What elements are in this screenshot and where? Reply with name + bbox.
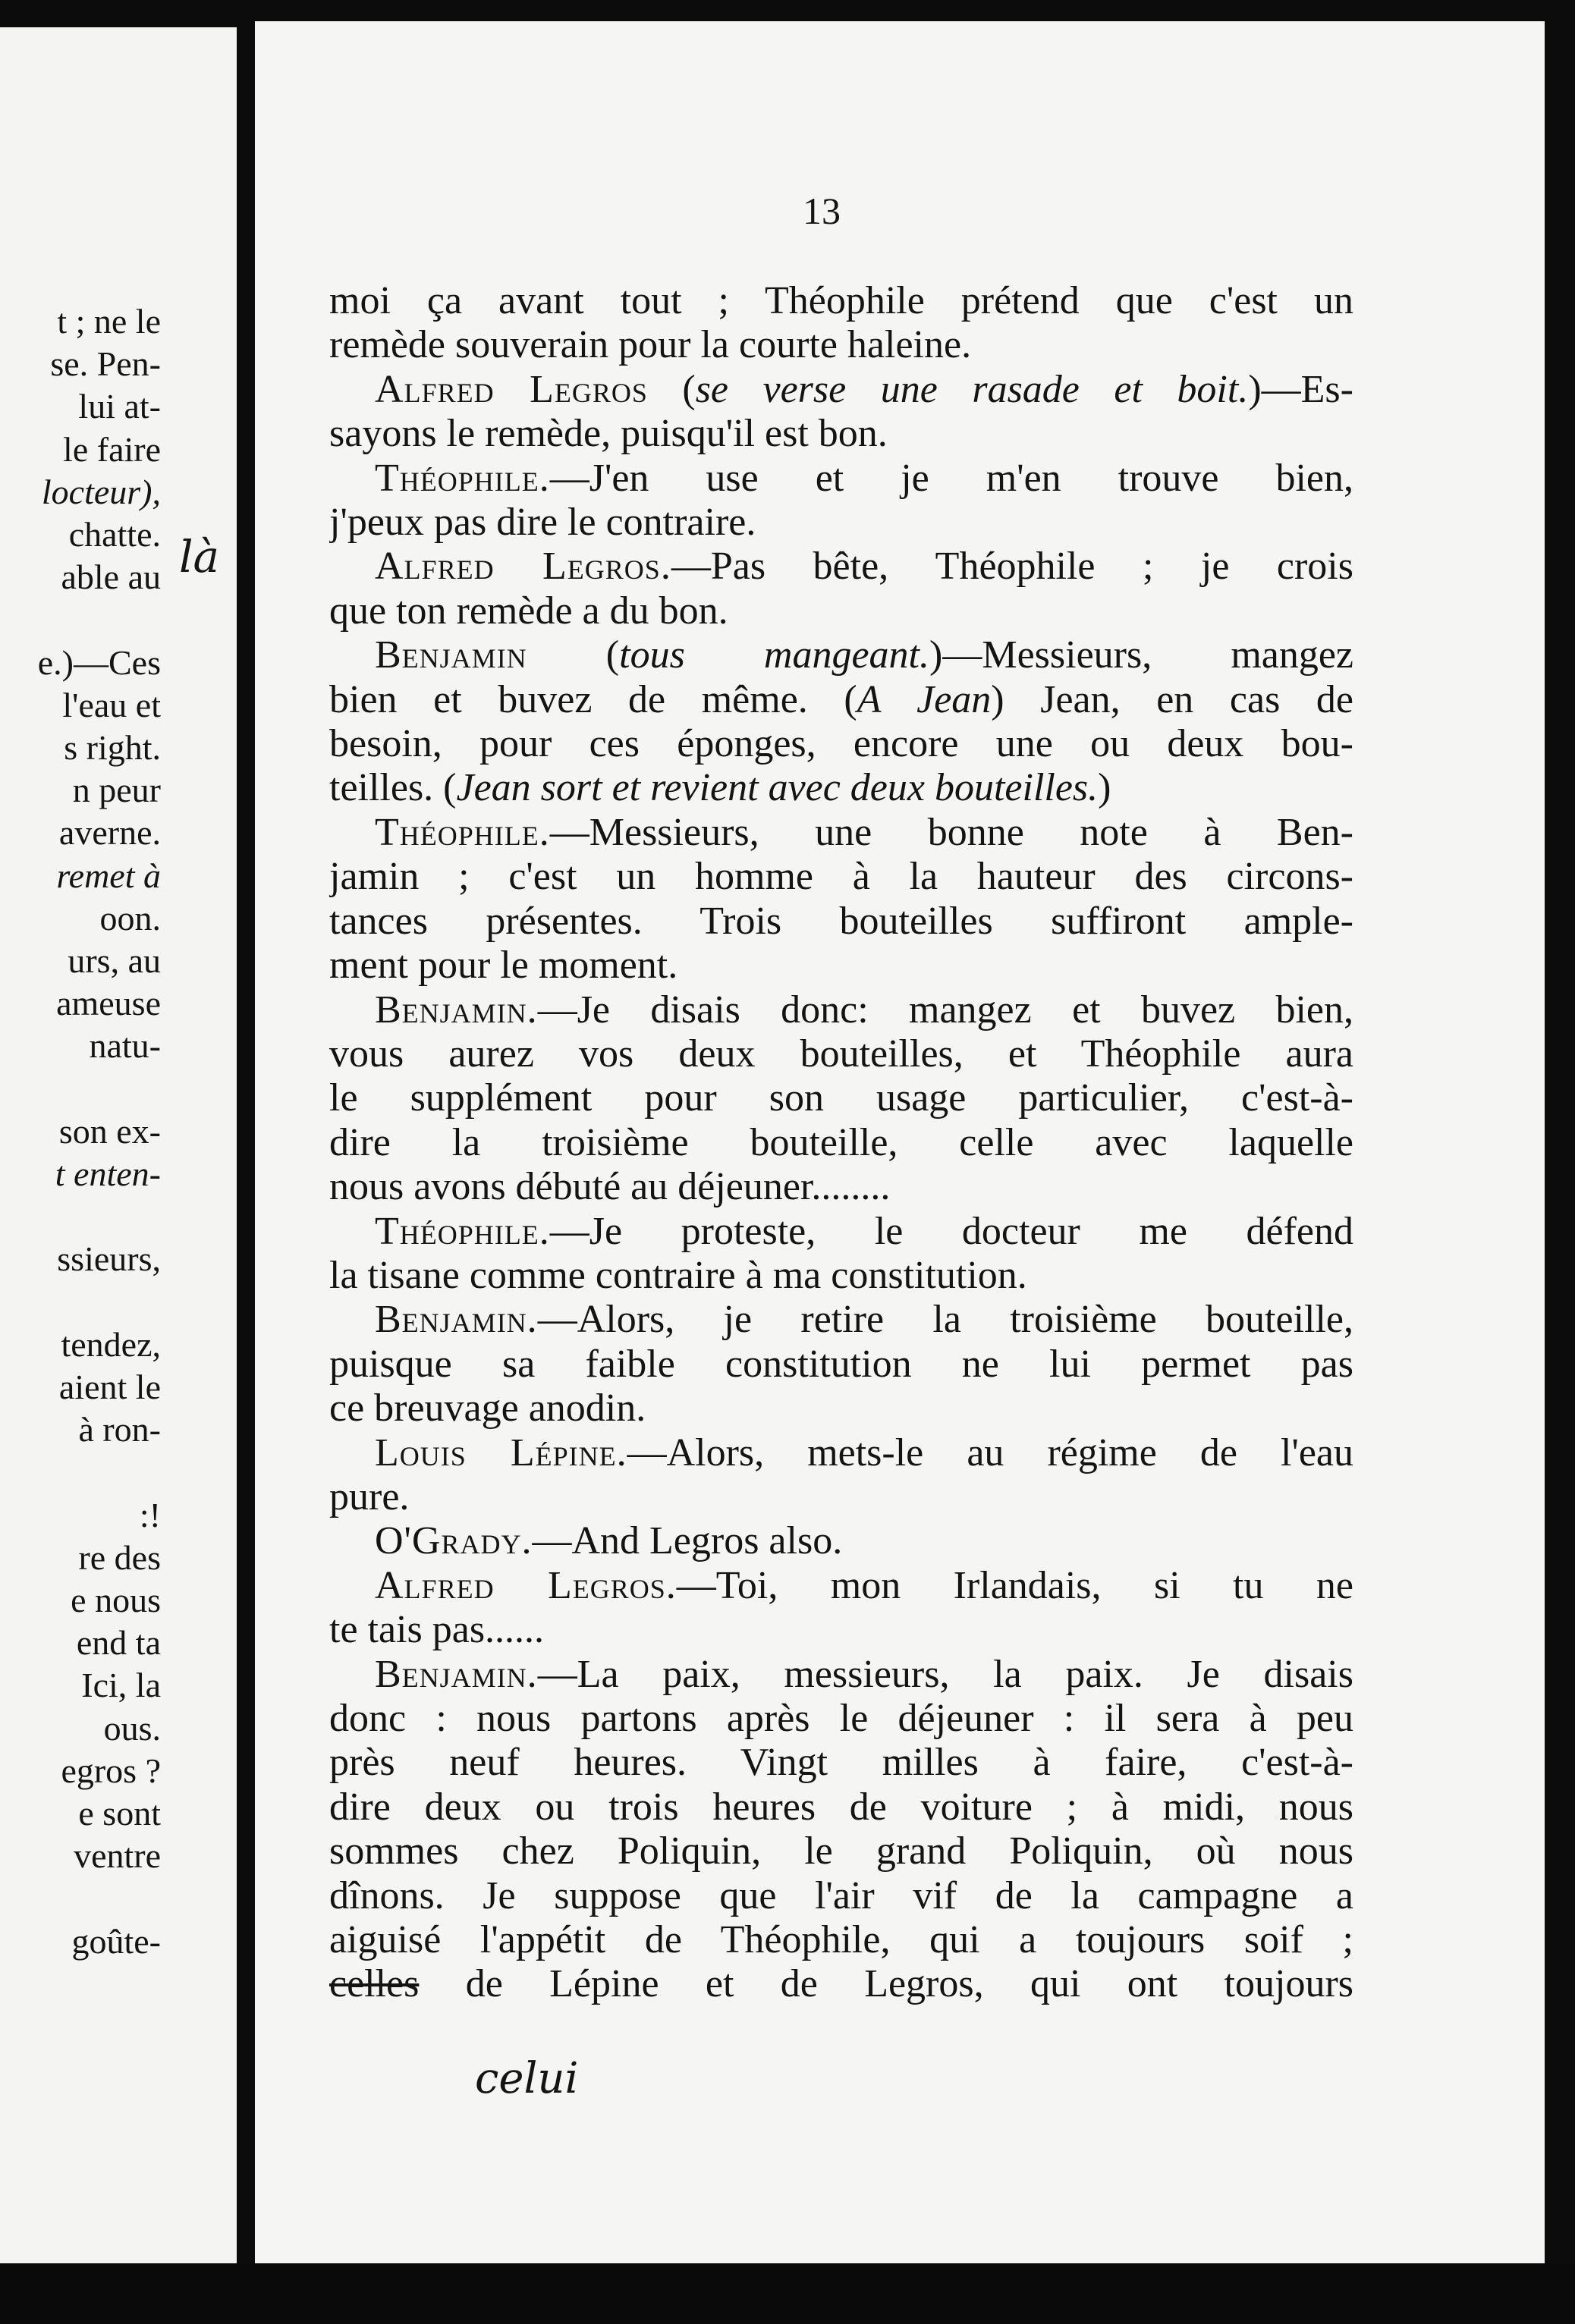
text-segment: moi ça avant tout ; Théophile prétend que c'est un	[329, 279, 1353, 322]
text-line	[329, 1829, 1353, 1873]
text-line	[329, 501, 1353, 545]
text-line	[329, 900, 1353, 944]
text-line	[329, 1032, 1353, 1076]
text-line	[329, 1343, 1353, 1387]
speaker-name: Alfred Legros.	[375, 1563, 677, 1607]
previous-page-line: natu-	[89, 1026, 161, 1066]
previous-page-line: remet à	[56, 856, 161, 895]
previous-page-line: e sont	[78, 1794, 161, 1833]
previous-page-line: t enten-	[55, 1154, 161, 1193]
speaker-name: Benjamin	[375, 633, 527, 677]
handwritten-correction: celui	[475, 2054, 579, 2103]
previous-page-line: oon.	[99, 898, 161, 937]
text-line	[329, 1254, 1353, 1298]
scan-bottom-edge	[0, 2263, 1575, 2324]
text-line	[329, 1121, 1353, 1165]
text-segment: le supplément pour son usage particulier, c'est-à-	[329, 1076, 1353, 1120]
previous-page-line: Ici, la	[81, 1666, 161, 1705]
text-line	[329, 1874, 1353, 1918]
text-line	[329, 1608, 1353, 1652]
previous-page-line: end ta	[76, 1623, 161, 1663]
stage-direction: se verse une rasade et boit.	[695, 367, 1249, 411]
speaker-name: Benjamin.	[375, 1298, 538, 1342]
text-segment: —La paix, messieurs, la paix. Je disais	[537, 1652, 1353, 1696]
text-line	[329, 1076, 1353, 1120]
text-segment: —Pas bête, Théophile ; je crois	[671, 545, 1353, 589]
text-segment: —And Legros also.	[532, 1519, 843, 1563]
text-line	[329, 1564, 1353, 1608]
text-segment: vous aurez vos deux bouteilles, et Théophile aura	[329, 1032, 1353, 1076]
text-line	[329, 1387, 1353, 1431]
speaker-name: Alfred Legros	[375, 367, 648, 411]
text-segment: donc : nous partons après le déjeuner : il sera à peu	[329, 1697, 1353, 1740]
text-line	[329, 678, 1353, 722]
text-segment: teilles. (	[329, 766, 457, 810]
text-segment: (	[527, 633, 620, 677]
text-segment: puisque sa faible constitution ne lui permet pas	[329, 1342, 1353, 1386]
text-line	[329, 1475, 1353, 1519]
text-segment: j'peux pas dire le contraire.	[329, 501, 756, 545]
text-line	[329, 545, 1353, 589]
text-segment: ) Jean, en cas de	[991, 677, 1353, 721]
previous-page-line: t ; ne le	[57, 302, 161, 341]
previous-page-line: goûte-	[71, 1921, 161, 1961]
text-line	[329, 368, 1353, 412]
text-line	[329, 1653, 1353, 1697]
text-line	[329, 1741, 1353, 1785]
text-segment: sommes chez Poliquin, le grand Poliquin, où nous	[329, 1829, 1353, 1873]
previous-page-line: le faire	[63, 429, 161, 469]
text-segment: —Messieurs, une bonne note à Ben-	[549, 810, 1353, 854]
text-line	[329, 457, 1353, 501]
text-line	[329, 766, 1353, 810]
text-segment: —Je proteste, le docteur me défend	[549, 1209, 1353, 1253]
text-line	[329, 1918, 1353, 1962]
current-page	[255, 21, 1545, 2263]
previous-page-line: chatte.	[68, 515, 161, 554]
previous-page-line: ous.	[103, 1708, 161, 1748]
previous-page-line: n peur	[72, 771, 161, 810]
text-segment: bien et buvez de même. (	[329, 677, 857, 721]
text-line	[329, 589, 1353, 633]
previous-page-line: à ron-	[78, 1410, 161, 1449]
text-segment: la tisane comme contraire à ma constitution.	[329, 1253, 1027, 1297]
text-line	[329, 1962, 1353, 2006]
text-segment: )	[1098, 766, 1111, 810]
previous-page-line: re des	[78, 1537, 161, 1577]
text-line	[329, 811, 1353, 855]
text-segment: ce breuvage anodin.	[329, 1387, 646, 1431]
speaker-name: Benjamin.	[375, 988, 538, 1032]
text-segment: —Alors, mets-le au régime de l'eau	[627, 1431, 1353, 1474]
previous-page-line: ameuse	[56, 984, 161, 1023]
previous-page-line: :!	[139, 1495, 161, 1534]
previous-page-line: s right.	[64, 728, 161, 767]
text-segment: de Lépine et de Legros, qui ont toujours	[419, 1962, 1353, 2006]
speaker-name: Théophile.	[375, 810, 550, 854]
previous-page-line: able au	[61, 557, 161, 597]
text-segment: près neuf heures. Vingt milles à faire, c'est-à-	[329, 1741, 1353, 1785]
text-line	[329, 279, 1353, 323]
previous-page-line: egros ?	[61, 1751, 161, 1790]
struck-word: celles	[329, 1962, 420, 2006]
text-segment: dire deux ou trois heures de voiture ; à midi, nous	[329, 1785, 1353, 1829]
text-segment: jamin ; c'est un homme à la hauteur des circons-	[329, 855, 1353, 899]
text-segment: nous avons débuté au déjeuner........	[329, 1165, 891, 1209]
speaker-name: Benjamin.	[375, 1652, 538, 1696]
text-line	[329, 944, 1353, 988]
previous-page-line: ssieurs,	[57, 1239, 161, 1279]
margin-annotation: là	[179, 531, 220, 583]
text-segment: aiguisé l'appétit de Théophile, qui a toujours soif ;	[329, 1918, 1353, 1962]
previous-page-line: se. Pen-	[50, 344, 161, 384]
text-segment: (	[647, 367, 696, 411]
previous-page-line: averne.	[58, 813, 161, 853]
text-segment: besoin, pour ces éponges, encore une ou deux bou-	[329, 722, 1353, 766]
text-segment: tances présentes. Trois bouteilles suffiront ample-	[329, 899, 1353, 943]
text-line	[329, 323, 1353, 367]
previous-page-line: lui at-	[78, 387, 161, 426]
text-segment: dînons. Je suppose que l'air vif de la campagne a	[329, 1873, 1353, 1917]
previous-page-line: aient le	[58, 1368, 161, 1406]
previous-page-line: e nous	[71, 1581, 161, 1619]
previous-page-line: son ex-	[58, 1111, 161, 1151]
page-body-text	[329, 279, 1353, 2007]
page-number: 13	[803, 190, 841, 232]
speaker-name: Théophile.	[375, 1209, 550, 1253]
previous-page-line: locteur),	[41, 472, 161, 511]
text-segment: —Je disais donc: mangez et buvez bien,	[537, 988, 1353, 1032]
text-segment: —J'en use et je m'en trouve bien,	[549, 456, 1353, 500]
text-line	[329, 1697, 1353, 1741]
text-line	[329, 855, 1353, 899]
text-line	[329, 633, 1353, 677]
stage-direction: A Jean	[857, 677, 992, 721]
speaker-name: Théophile.	[375, 456, 550, 500]
text-segment: ment pour le moment.	[329, 944, 678, 988]
previous-page-line: e.)—Ces	[37, 642, 161, 682]
speaker-name: Alfred Legros.	[375, 545, 671, 589]
text-segment: —Toi, mon Irlandais, si tu ne	[676, 1563, 1353, 1607]
text-line	[329, 1165, 1353, 1209]
text-segment: —Alors, je retire la troisième bouteille,	[537, 1298, 1353, 1342]
text-segment: que ton remède a du bon.	[329, 589, 728, 633]
speaker-name: O'Grady.	[375, 1519, 533, 1563]
text-line	[329, 1298, 1353, 1342]
previous-page-line: urs, au	[68, 941, 161, 980]
text-segment: dire la troisième bouteille, celle avec laquelle	[329, 1120, 1353, 1164]
text-segment: te tais pas......	[329, 1608, 545, 1652]
previous-page-line: tendez,	[61, 1324, 161, 1364]
text-line	[329, 988, 1353, 1032]
text-line	[329, 1210, 1353, 1254]
stage-direction: tous mangeant.	[619, 633, 930, 677]
text-line	[329, 412, 1353, 456]
previous-page-line: ventre	[74, 1836, 161, 1876]
text-line	[329, 1785, 1353, 1829]
text-line	[329, 722, 1353, 766]
previous-page-fragment	[0, 27, 237, 2265]
stage-direction: Jean sort et revient avec deux bouteilles.	[456, 766, 1099, 810]
text-line	[329, 1519, 1353, 1563]
speaker-name: Louis Lépine.	[375, 1431, 627, 1474]
text-segment: remède souverain pour la courte haleine.	[329, 323, 972, 367]
text-line	[329, 1431, 1353, 1475]
previous-page-line: l'eau et	[62, 685, 161, 724]
text-segment: sayons le remède, puisqu'il est bon.	[329, 412, 888, 456]
text-segment: )—Messieurs, mangez	[929, 633, 1353, 677]
text-segment: pure.	[329, 1474, 410, 1518]
text-segment: )—Es-	[1248, 367, 1353, 411]
